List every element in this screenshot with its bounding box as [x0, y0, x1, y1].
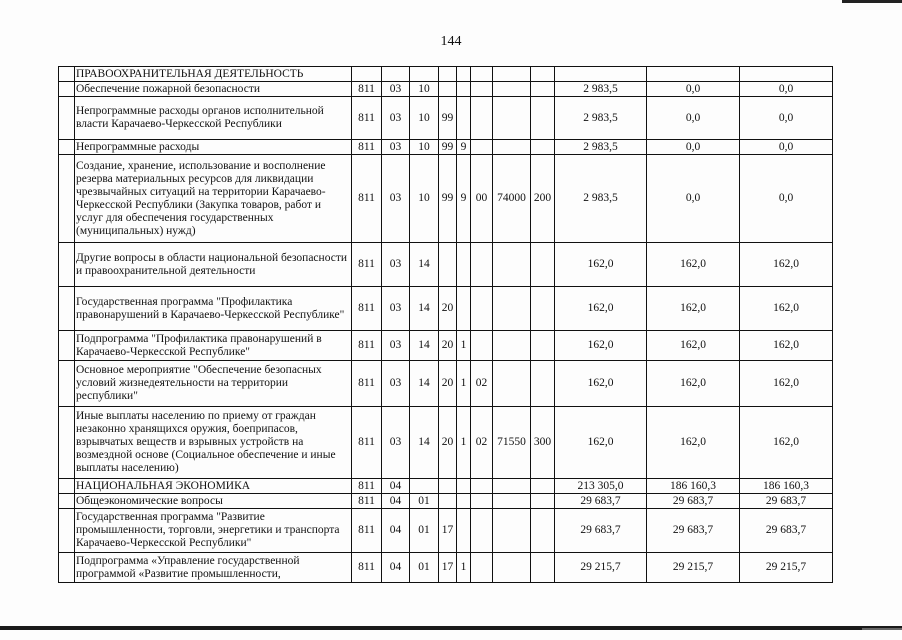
row-description: Создание, хранение, использование и восполнение резерва материальных ресурсов для ликвидации чрезвычайных ситуаций на территории Карачаево-Черкесской Республики (Закупка товаров, работ и услуг для обеспечения государственных (муниципальных) нужд) [75, 155, 352, 243]
expense-type-code [531, 494, 555, 509]
amount-year-2: 162,0 [647, 287, 740, 331]
activity-code [471, 82, 493, 97]
margin-cell [59, 287, 75, 331]
row-description: Непрограммные расходы органов исполнительной власти Карачаево-Черкесской Республики [75, 97, 352, 140]
amount-year-2: 29 215,7 [647, 553, 740, 583]
table-row [59, 82, 833, 97]
expense-type-code [531, 553, 555, 583]
section-code: 03 [382, 243, 410, 287]
ministry-code: 811 [352, 97, 382, 140]
expense-type-code [531, 243, 555, 287]
section-code: 03 [382, 287, 410, 331]
subsection-code: 14 [410, 243, 439, 287]
ministry-code [352, 67, 382, 82]
expense-type-code [531, 140, 555, 155]
amount-year-2: 29 683,7 [647, 494, 740, 509]
direction-code [493, 67, 531, 82]
ministry-code: 811 [352, 494, 382, 509]
ministry-code: 811 [352, 553, 382, 583]
margin-cell [59, 82, 75, 97]
margin-cell [59, 479, 75, 494]
expense-type-code [531, 287, 555, 331]
subsection-code [410, 479, 439, 494]
direction-code [493, 140, 531, 155]
amount-year-2: 162,0 [647, 331, 740, 361]
activity-code: 02 [471, 407, 493, 479]
ministry-code: 811 [352, 479, 382, 494]
activity-code: 00 [471, 155, 493, 243]
amount-year-1: 2 983,5 [555, 82, 647, 97]
activity-code [471, 67, 493, 82]
table-row [59, 243, 833, 287]
expense-type-code [531, 509, 555, 553]
amount-year-3: 0,0 [740, 140, 833, 155]
margin-cell [59, 494, 75, 509]
margin-cell [59, 155, 75, 243]
expense-type-code: 300 [531, 407, 555, 479]
activity-code [471, 553, 493, 583]
program-code: 20 [439, 407, 457, 479]
activity-code [471, 287, 493, 331]
section-code: 04 [382, 479, 410, 494]
activity-code: 02 [471, 361, 493, 407]
activity-code [471, 479, 493, 494]
section-code: 04 [382, 509, 410, 553]
margin-cell [59, 553, 75, 583]
expense-type-code [531, 82, 555, 97]
margin-cell [59, 331, 75, 361]
amount-year-1: 2 983,5 [555, 97, 647, 140]
subsection-code: 10 [410, 155, 439, 243]
amount-year-3: 0,0 [740, 82, 833, 97]
subprogram-code [457, 287, 471, 331]
table-row [59, 553, 833, 583]
subsection-code: 10 [410, 82, 439, 97]
margin-cell [59, 67, 75, 82]
table-row [59, 479, 833, 494]
program-code: 20 [439, 361, 457, 407]
table-row [59, 407, 833, 479]
subprogram-code: 1 [457, 553, 471, 583]
program-code: 20 [439, 287, 457, 331]
subprogram-code: 9 [457, 140, 471, 155]
ministry-code: 811 [352, 155, 382, 243]
program-code: 99 [439, 155, 457, 243]
subsection-code: 01 [410, 509, 439, 553]
program-code [439, 82, 457, 97]
table-row [59, 494, 833, 509]
amount-year-1: 29 215,7 [555, 553, 647, 583]
amount-year-3: 0,0 [740, 155, 833, 243]
activity-code [471, 509, 493, 553]
amount-year-3: 162,0 [740, 361, 833, 407]
row-description: Другие вопросы в области национальной безопасности и правоохранительной деятельности [75, 243, 352, 287]
amount-year-1: 2 983,5 [555, 155, 647, 243]
amount-year-1 [555, 67, 647, 82]
amount-year-3: 29 215,7 [740, 553, 833, 583]
amount-year-3: 186 160,3 [740, 479, 833, 494]
row-description: ПРАВООХРАНИТЕЛЬНАЯ ДЕЯТЕЛЬНОСТЬ [75, 67, 352, 82]
amount-year-1: 162,0 [555, 407, 647, 479]
ministry-code: 811 [352, 287, 382, 331]
amount-year-1: 29 683,7 [555, 494, 647, 509]
subsection-code: 14 [410, 407, 439, 479]
margin-cell [59, 509, 75, 553]
section-code [382, 67, 410, 82]
subprogram-code [457, 82, 471, 97]
direction-code [493, 553, 531, 583]
activity-code [471, 97, 493, 140]
scan-bottom-edge [0, 626, 902, 630]
direction-code [493, 509, 531, 553]
row-description: Основное мероприятие "Обеспечение безопасных условий жизнедеятельности на территории республики" [75, 361, 352, 407]
expense-type-code [531, 97, 555, 140]
direction-code [493, 479, 531, 494]
amount-year-2: 186 160,3 [647, 479, 740, 494]
subsection-code: 01 [410, 494, 439, 509]
amount-year-1: 162,0 [555, 243, 647, 287]
subprogram-code [457, 494, 471, 509]
direction-code [493, 82, 531, 97]
page-number: 144 [440, 34, 462, 49]
program-code [439, 67, 457, 82]
table-row [59, 155, 833, 243]
row-description: Подпрограмма "Профилактика правонарушений в Карачаево-Черкесской Республике" [75, 331, 352, 361]
section-code: 04 [382, 494, 410, 509]
expense-type-code [531, 331, 555, 361]
activity-code [471, 140, 493, 155]
subprogram-code: 1 [457, 361, 471, 407]
amount-year-1: 213 305,0 [555, 479, 647, 494]
table-row [59, 140, 833, 155]
subprogram-code [457, 97, 471, 140]
subprogram-code: 1 [457, 407, 471, 479]
amount-year-2: 0,0 [647, 155, 740, 243]
subprogram-code [457, 509, 471, 553]
amount-year-3: 29 683,7 [740, 509, 833, 553]
subsection-code: 01 [410, 553, 439, 583]
row-description: НАЦИОНАЛЬНАЯ ЭКОНОМИКА [75, 479, 352, 494]
row-description: Общеэкономические вопросы [75, 494, 352, 509]
row-description: Иные выплаты населению по приему от граждан незаконно хранящихся оружия, боеприпасов, взрывчатых веществ и взрывных устройств на возмездной основе (Социальное обеспечение и иные выплаты населению) [75, 407, 352, 479]
ministry-code: 811 [352, 140, 382, 155]
margin-cell [59, 361, 75, 407]
program-code [439, 243, 457, 287]
section-code: 03 [382, 361, 410, 407]
ministry-code: 811 [352, 243, 382, 287]
margin-cell [59, 140, 75, 155]
direction-code [493, 494, 531, 509]
subsection-code: 14 [410, 331, 439, 361]
amount-year-2: 162,0 [647, 361, 740, 407]
subsection-code: 10 [410, 97, 439, 140]
amount-year-1: 162,0 [555, 331, 647, 361]
section-code: 03 [382, 331, 410, 361]
budget-table [58, 66, 833, 583]
amount-year-1: 2 983,5 [555, 140, 647, 155]
expense-type-code [531, 479, 555, 494]
row-description: Обеспечение пожарной безопасности [75, 82, 352, 97]
amount-year-3 [740, 67, 833, 82]
direction-code [493, 361, 531, 407]
program-code: 99 [439, 97, 457, 140]
subsection-code: 14 [410, 361, 439, 407]
scan-bottom-edge-shadow [862, 628, 902, 630]
subprogram-code: 1 [457, 331, 471, 361]
subprogram-code [457, 67, 471, 82]
table-row [59, 67, 833, 82]
amount-year-2: 0,0 [647, 140, 740, 155]
activity-code [471, 494, 493, 509]
direction-code: 74000 [493, 155, 531, 243]
row-description: Подпрограмма «Управление государственной программой «Развитие промышленности, [75, 553, 352, 583]
scan-edge-mark [842, 0, 902, 3]
subsection-code: 10 [410, 140, 439, 155]
amount-year-2: 0,0 [647, 97, 740, 140]
amount-year-3: 162,0 [740, 331, 833, 361]
amount-year-2 [647, 67, 740, 82]
ministry-code: 811 [352, 331, 382, 361]
amount-year-2: 29 683,7 [647, 509, 740, 553]
amount-year-1: 29 683,7 [555, 509, 647, 553]
amount-year-3: 162,0 [740, 287, 833, 331]
ministry-code: 811 [352, 407, 382, 479]
amount-year-3: 29 683,7 [740, 494, 833, 509]
row-description: Непрограммные расходы [75, 140, 352, 155]
ministry-code: 811 [352, 509, 382, 553]
direction-code: 71550 [493, 407, 531, 479]
ministry-code: 811 [352, 82, 382, 97]
expense-type-code [531, 361, 555, 407]
amount-year-2: 0,0 [647, 82, 740, 97]
subsection-code [410, 67, 439, 82]
program-code [439, 479, 457, 494]
table-row [59, 287, 833, 331]
table-row [59, 331, 833, 361]
program-code [439, 494, 457, 509]
amount-year-2: 162,0 [647, 243, 740, 287]
amount-year-2: 162,0 [647, 407, 740, 479]
margin-cell [59, 97, 75, 140]
amount-year-1: 162,0 [555, 361, 647, 407]
table-row [59, 509, 833, 553]
section-code: 03 [382, 97, 410, 140]
subprogram-code [457, 479, 471, 494]
section-code: 03 [382, 155, 410, 243]
program-code: 17 [439, 553, 457, 583]
direction-code [493, 97, 531, 140]
program-code: 17 [439, 509, 457, 553]
subsection-code: 14 [410, 287, 439, 331]
program-code: 20 [439, 331, 457, 361]
direction-code [493, 331, 531, 361]
section-code: 03 [382, 82, 410, 97]
margin-cell [59, 407, 75, 479]
ministry-code: 811 [352, 361, 382, 407]
section-code: 03 [382, 140, 410, 155]
table-row [59, 97, 833, 140]
direction-code [493, 287, 531, 331]
row-description: Государственная программа "Профилактика правонарушений в Карачаево-Черкесской Республике" [75, 287, 352, 331]
activity-code [471, 243, 493, 287]
amount-year-3: 162,0 [740, 243, 833, 287]
section-code: 04 [382, 553, 410, 583]
expense-type-code [531, 67, 555, 82]
subprogram-code [457, 243, 471, 287]
activity-code [471, 331, 493, 361]
section-code: 03 [382, 407, 410, 479]
program-code: 99 [439, 140, 457, 155]
table-row [59, 361, 833, 407]
margin-cell [59, 243, 75, 287]
amount-year-3: 0,0 [740, 97, 833, 140]
amount-year-1: 162,0 [555, 287, 647, 331]
amount-year-3: 162,0 [740, 407, 833, 479]
subprogram-code: 9 [457, 155, 471, 243]
expense-type-code: 200 [531, 155, 555, 243]
direction-code [493, 243, 531, 287]
row-description: Государственная программа "Развитие промышленности, торговли, энергетики и транспорта Карачаево-Черкесской Республики" [75, 509, 352, 553]
